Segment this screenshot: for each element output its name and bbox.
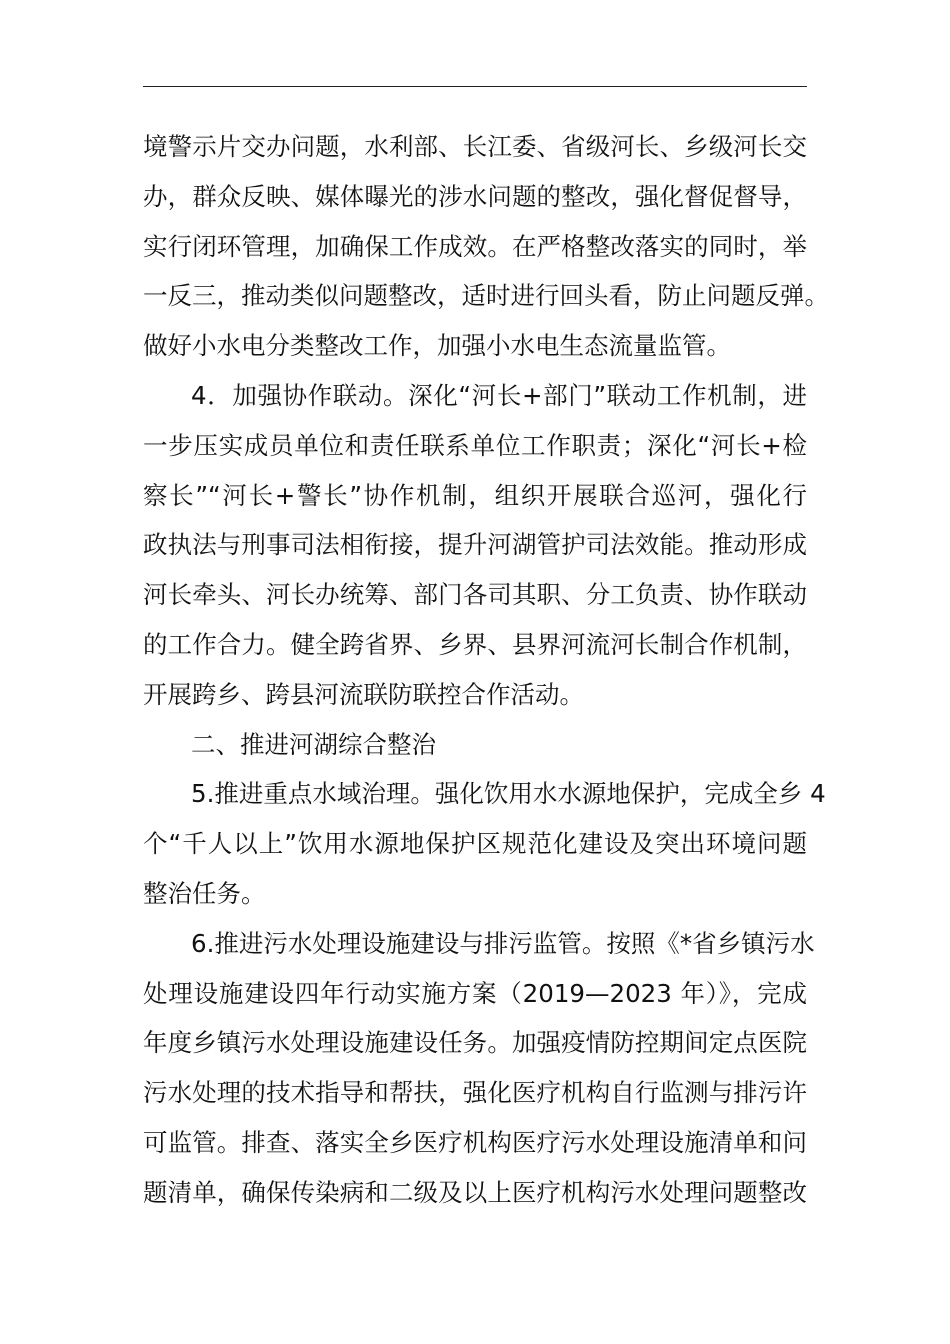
text-line: 污水处理的技术指导和帮扶，强化医疗机构自行监测与排污许 — [143, 1078, 807, 1108]
text-line: 开展跨乡、跨县河流联防联控合作活动。 — [143, 679, 584, 709]
text-line: 政执法与刑事司法相衔接，提升河湖管护司法效能。推动形成 — [143, 530, 807, 560]
text-line: 察长”“河长+警长”协作机制，组织开展联合巡河，强化行 — [143, 480, 807, 510]
text-line: 年度乡镇污水处理设施建设任务。加强疫情防控期间定点医院 — [143, 1028, 807, 1058]
text-line: 个“千人以上”饮用水源地保护区规范化建设及突出环境问题 — [143, 829, 807, 859]
text-line: 做好小水电分类整改工作，加强小水电生态流量监管。 — [143, 331, 731, 361]
header-rule — [143, 86, 807, 87]
paragraph-start-line: 6.推进污水处理设施建设与排污监管。按照《*省乡镇污水 — [191, 928, 815, 958]
text-line: 可监管。排查、落实全乡医疗机构医疗污水处理设施清单和问 — [143, 1127, 807, 1157]
text-line: 题清单，确保传染病和二级及以上医疗机构污水处理问题整改 — [143, 1177, 807, 1207]
text-line: 一步压实成员单位和责任联系单位工作职责；深化“河长+检 — [143, 430, 807, 460]
text-line: 办，群众反映、媒体曝光的涉水问题的整改，强化督促督导， — [143, 181, 807, 211]
text-line: 处理设施建设四年行动实施方案（2019—2023 年）》，完成 — [143, 978, 807, 1008]
text-line: 整治任务。 — [143, 878, 266, 908]
text-line: 境警示片交办问题，水利部、长江委、省级河长、乡级河长交 — [143, 132, 807, 161]
text-line: 实行闭环管理，加确保工作成效。在严格整改落实的同时，举 — [143, 231, 807, 261]
text-line: 一反三，推动类似问题整改，适时进行回头看，防止问题反弹。 — [143, 281, 829, 311]
paragraph-start-line: 4．加强协作联动。深化“河长+部门”联动工作机制，进 — [191, 380, 807, 410]
text-line: 的工作合力。健全跨省界、乡界、县界河流河长制合作机制， — [143, 629, 807, 659]
body-text — [143, 122, 829, 1218]
section-heading: 二、推进河湖综合整治 — [191, 729, 436, 759]
text-line: 河长牵头、河长办统筹、部门各司其职、分工负责、协作联动 — [143, 580, 807, 610]
paragraph-start-line: 5.推进重点水域治理。强化饮用水水源地保护，完成全乡 4 — [191, 779, 826, 809]
